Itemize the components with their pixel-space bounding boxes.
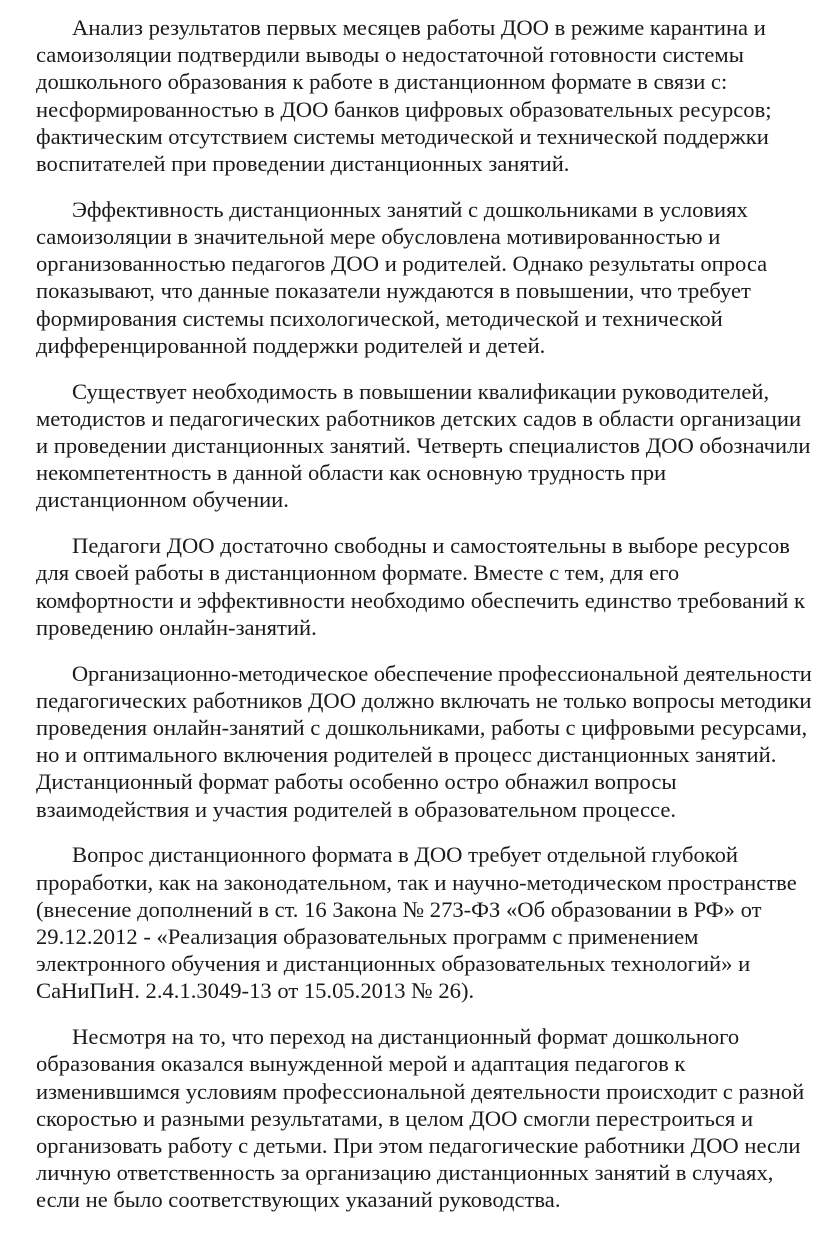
text-line: Существует необходимость в повышении квалификации руководителей, — [72, 378, 770, 404]
text-line: Дистанционный формат работы особенно остро обнажил вопросы — [36, 769, 677, 795]
text-line: образования оказался вынужденной мерой и адаптация педагогов к — [36, 1051, 686, 1077]
text-line: личную ответственность за организацию дистанционных занятий в случаях, — [36, 1160, 774, 1186]
text-line: (внесение дополнений в ст. 16 Закона № 273-ФЗ «Об образовании в РФ» от — [36, 896, 762, 922]
text-line: и проведении дистанционных занятий. Четверть специалистов ДОО обозначили — [36, 433, 811, 459]
text-line: дистанционном обучении. — [36, 487, 289, 513]
text-line: показывают, что данные показатели нуждаются в повышении, что требует — [36, 278, 751, 304]
text-line: воспитателей при проведении дистанционных занятий. — [36, 151, 570, 177]
text-line: если не было соответствующих указаний руководства. — [36, 1187, 561, 1213]
text-line: изменившимся условиям профессиональной деятельности происходит с разной — [36, 1078, 805, 1104]
text-line: Эффективность дистанционных занятий с дошкольниками в условиях — [72, 196, 748, 222]
text-line: СаНиПиН. 2.4.1.3049-13 от 15.05.2013 № 26). — [36, 978, 475, 1004]
text-line: Несмотря на то, что переход на дистанционный формат дошкольного — [72, 1024, 740, 1050]
paragraph-4 — [0, 532, 812, 641]
text-line: Анализ результатов первых месяцев работы ДОО в режиме карантина и — [72, 15, 766, 40]
text-line: дошкольного образования к работе в дистанционном формате в связи с: — [36, 69, 728, 95]
text-line: организованностью педагогов ДОО и родителей. Однако результаты опроса — [36, 251, 768, 277]
paragraph-1 — [0, 14, 812, 177]
paragraph-3 — [0, 378, 812, 514]
text-line: самоизоляции в значительной мере обусловлена мотивированностью и — [36, 224, 721, 250]
paragraph-5 — [0, 660, 812, 823]
text-line: несформированностью в ДОО банков цифровых образовательных ресурсов; — [36, 96, 772, 122]
text-line: дифференцированной поддержки родителей и детей. — [36, 332, 546, 358]
text-line: Вопрос дистанционного формата в ДОО требует отдельной глубокой — [72, 842, 738, 868]
text-line: электронного обучения и дистанционных образовательных технологий» и — [36, 951, 751, 977]
text-line: Организационно-методическое обеспечение профессиональной деятельности — [71, 660, 812, 686]
text-line: для своей работы в дистанционном формате. Вместе с тем, для его — [36, 560, 680, 586]
text-line: проведения онлайн-занятий с дошкольниками, работы с цифровыми ресурсами, — [36, 715, 808, 741]
text-line: методистов и педагогических работников детских садов в области организации — [36, 405, 802, 431]
document-page — [0, 14, 812, 1232]
paragraph-6 — [0, 841, 812, 1004]
paragraph-7 — [0, 1023, 812, 1213]
text-line: но и оптимального включения родителей в процесс дистанционных занятий. — [36, 742, 777, 768]
text-line: скоростью и разными результатами, в целом ДОО смогли перестроиться и — [36, 1105, 754, 1131]
text-line: некомпетентность в данной области как основную трудность при — [36, 460, 667, 486]
text-line: педагогических работников ДОО должно включать не только вопросы методики — [36, 687, 812, 713]
text-line: организовать работу с детьми. При этом педагогические работники ДОО несли — [36, 1133, 801, 1159]
text-line: самоизоляции подтвердили выводы о недостаточной готовности системы — [36, 42, 744, 68]
text-line: проработки, как на законодательном, так и научно-методическом пространстве — [36, 869, 797, 895]
text-line: формирования системы психологической, методической и технической — [36, 305, 723, 331]
text-line: взаимодействия и участия родителей в образовательном процессе. — [36, 796, 677, 822]
text-line: Педагоги ДОО достаточно свободны и самостоятельны в выборе ресурсов — [72, 533, 790, 559]
text-line: 29.12.2012 - «Реализация образовательных программ с применением — [36, 924, 699, 950]
text-line: проведению онлайн-занятий. — [36, 614, 317, 640]
text-line: комфортности и эффективности необходимо обеспечить единство требований к — [36, 587, 806, 613]
text-line: фактическим отсутствием системы методической и технической поддержки — [36, 123, 769, 149]
paragraph-2 — [0, 196, 812, 359]
